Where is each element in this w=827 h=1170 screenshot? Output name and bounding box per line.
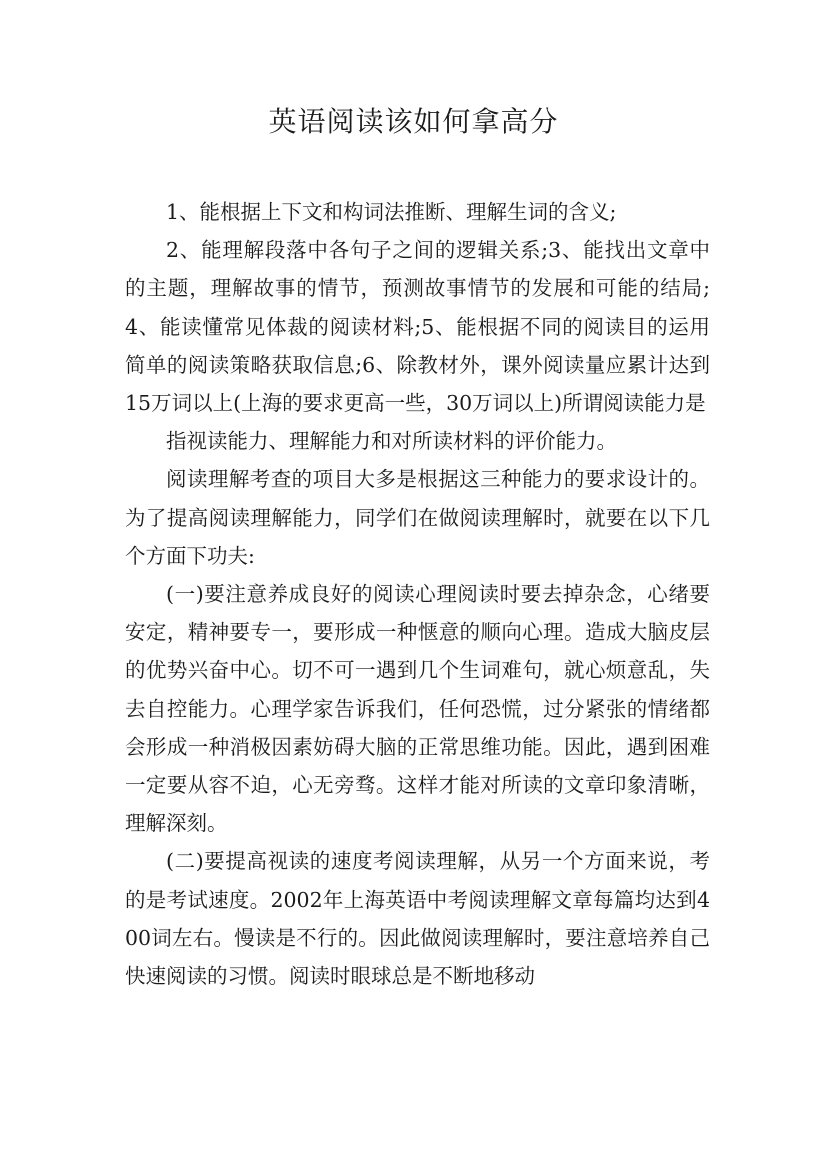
paragraph-5: (一)要注意养成良好的阅读心理阅读时要去掉杂念，心绪要安定，精神要专一，要形成一种惬意的顺向心理。造成大脑皮层的优势兴奋中心。切不可一遇到几个生词难句，就心烦意乱，失去自控能力。心理学家告诉我们，任何恐慌，过分紧张的情绪都会形成一种消极因素妨碍大脑的正常思维功能。因此，遇到困难一定要从容不迫，心无旁骛。这样才能对所读的文章印象清晰，理解深刻。: [125, 582, 710, 836]
paragraph-1: 1、能根据上下文和构词法推断、理解生词的含义;: [166, 200, 617, 224]
paragraph-2: 2、能理解段落中各句子之间的逻辑关系;3、能找出文章中的主题，理解故事的情节，预测故事情节的发展和可能的结局;4、能读懂常见体裁的阅读材料;5、能根据不同的阅读目的运用简单的阅读策略获取信息;6、除教材外，课外阅读量应累计达到15万词以上(上海的要求更高一些，30万词以上)所谓阅读能力是: [125, 238, 710, 416]
document-title: 英语阅读该如何拿高分: [268, 105, 559, 138]
document-body: [125, 193, 710, 995]
paragraph-3: 指视读能力、理解能力和对所读材料的评价能力。: [166, 429, 617, 454]
paragraph-6: (二)要提高视读的速度考阅读理解，从另一个方面来说，考的是考试速度。2002年上海英语中考阅读理解文章每篇均达到400词左右。慢读是不行的。因此做阅读理解时，要注意培养自己快速阅读的习惯。阅读时眼球总是不断地移动: [125, 849, 710, 989]
paragraph-4: 阅读理解考查的项目大多是根据这三种能力的要求设计的。为了提高阅读理解能力，同学们在做阅读理解时，就要在以下几个方面下功夫:: [125, 467, 710, 568]
